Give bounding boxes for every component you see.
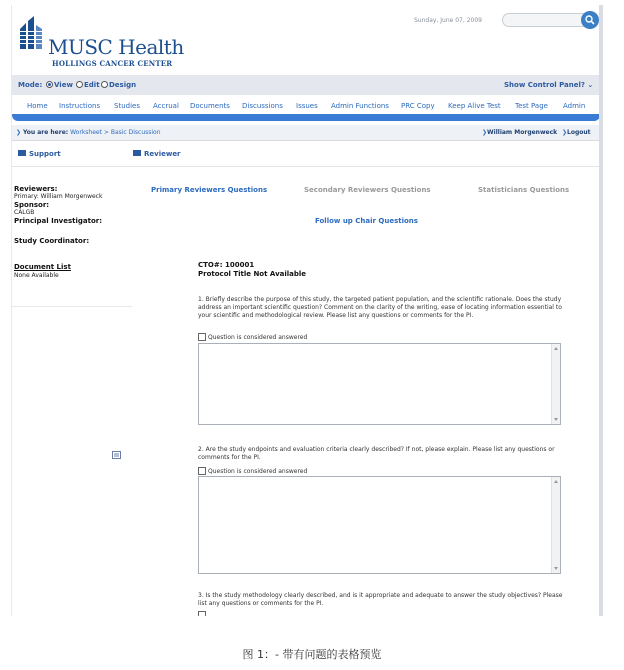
arrow-right-icon: ❯: [16, 129, 22, 136]
scroll-down-icon: [554, 567, 558, 570]
follow-up-chair-questions-link[interactable]: Follow up Chair Questions: [315, 217, 418, 225]
folder-icon: [133, 150, 141, 156]
reviewers-value: Primary: William Morgenweck: [14, 193, 103, 200]
document-list-link[interactable]: Document List: [14, 263, 71, 271]
arrow-right-icon: ❯: [562, 129, 568, 136]
mode-edit-label: Edit: [84, 81, 100, 89]
logout-link[interactable]: [562, 129, 591, 136]
figure-caption: 图 1：- 带有问题的表格预览: [242, 648, 382, 661]
radio-selected-icon: [46, 81, 53, 88]
statisticians-questions-link[interactable]: Statisticians Questions: [478, 186, 570, 194]
mode-edit-radio[interactable]: [76, 81, 100, 89]
building-logo-icon: [18, 13, 48, 51]
question-1-text: 1. Briefly describe the purpose of this study, the targeted patient population, and the scientific rationale. Does the study address an important scientific question? Comment on the clarity of the writing, ease of locating information essential to your scientific and methodological review. Please list any questions or comments for the PI.: [198, 296, 562, 319]
nav-test-page[interactable]: Test Page: [515, 102, 548, 110]
breadcrumb-prefix: You are here:: [22, 129, 69, 136]
current-user[interactable]: [482, 129, 557, 136]
nav-underline-bar: [12, 114, 600, 121]
section-tabs: [12, 145, 600, 167]
checkbox-icon: [198, 467, 206, 475]
show-control-panel-link[interactable]: [504, 81, 593, 89]
protocol-title: Protocol Title Not Available: [198, 270, 307, 278]
nav-keep-alive-test[interactable]: Keep Alive Test: [448, 102, 501, 110]
scrollbar[interactable]: [551, 344, 560, 424]
question-1-answer-textarea[interactable]: [198, 343, 561, 425]
nav-issues[interactable]: Issues: [296, 102, 318, 110]
sponsor-label: Sponsor:: [14, 201, 50, 209]
document-list-value: None Available: [14, 272, 59, 279]
nav-studies[interactable]: Studies: [114, 102, 140, 110]
edit-icon[interactable]: [112, 451, 122, 459]
logo-subtitle: HOLLINGS CANCER CENTER: [52, 59, 173, 68]
main-nav: [12, 100, 600, 114]
question-1-answered-checkbox[interactable]: [198, 333, 307, 341]
nav-documents[interactable]: Documents: [190, 102, 230, 110]
breadcrumb-path: [16, 129, 161, 136]
question-2-answer-textarea[interactable]: [198, 476, 561, 574]
current-date: Sunday, June 07, 2009: [414, 17, 482, 24]
scrollbar[interactable]: [551, 477, 560, 573]
question-3-answered-checkbox[interactable]: [198, 611, 208, 616]
breadcrumb-separator: >: [103, 129, 109, 136]
nav-instructions[interactable]: Instructions: [59, 102, 101, 110]
tab-support-label: Support: [29, 150, 61, 158]
sponsor-value: CALGB: [14, 209, 35, 216]
mode-design-radio[interactable]: [101, 81, 136, 89]
principal-investigator-label: Principal Investigator:: [14, 217, 103, 225]
tab-reviewer[interactable]: [133, 150, 181, 158]
scroll-up-icon: [554, 480, 558, 483]
app-frame: [11, 5, 603, 616]
scroll-down-icon: [554, 418, 558, 421]
question-1-answered-label: Question is considered answered: [208, 334, 308, 341]
checkbox-icon: [198, 611, 206, 616]
sidebar-divider: [12, 306, 132, 307]
search-icon: [585, 15, 595, 25]
mode-design-label: Design: [109, 81, 137, 89]
radio-icon: [76, 81, 83, 88]
mode-view-radio[interactable]: [46, 81, 73, 89]
tab-reviewer-label: Reviewer: [144, 150, 181, 158]
question-2-text: 2. Are the study endpoints and evaluation criteria clearly described? If not, please explain. Please list any questions or comments for the PI.: [198, 446, 555, 461]
question-3-text: 3. Is the study methodology clearly described, and is it appropriate and adequate to answer the study objectives? Please list any questions or comments for the PI.: [198, 592, 563, 607]
protocol-header: [198, 261, 306, 279]
mode-label: Mode:: [18, 81, 43, 89]
study-coordinator-label: Study Coordinator:: [14, 237, 90, 245]
nav-admin[interactable]: Admin: [563, 102, 586, 110]
arrow-right-icon: ❯: [482, 129, 488, 136]
mode-bar: [12, 75, 600, 95]
primary-reviewers-questions-link[interactable]: Primary Reviewers Questions: [151, 186, 268, 194]
tab-support[interactable]: [18, 150, 61, 158]
search-button[interactable]: [581, 11, 599, 29]
header: [12, 5, 600, 71]
question-2-answered-label: Question is considered answered: [208, 468, 308, 475]
cto-number: CTO#: 100001: [198, 261, 255, 269]
logo[interactable]: [18, 13, 188, 68]
nav-prc-copy[interactable]: PRC Copy: [401, 102, 435, 110]
nav-home[interactable]: Home: [27, 102, 48, 110]
radio-icon: [101, 81, 108, 88]
user-name: William Morgenweck: [487, 129, 558, 136]
breadcrumb: [12, 125, 600, 141]
mode-view-label: View: [54, 81, 73, 89]
nav-accrual[interactable]: Accrual: [153, 102, 179, 110]
study-info-sidebar: [14, 185, 134, 280]
breadcrumb-worksheet[interactable]: Worksheet: [70, 129, 102, 136]
logout-label: Logout: [567, 129, 591, 136]
breadcrumb-basic-discussion[interactable]: Basic Discussion: [110, 129, 161, 136]
folder-icon: [18, 150, 26, 156]
nav-discussions[interactable]: Discussions: [242, 102, 283, 110]
checkbox-icon: [198, 333, 206, 341]
question-2-answered-checkbox[interactable]: [198, 467, 307, 475]
nav-admin-functions[interactable]: Admin Functions: [331, 102, 389, 110]
secondary-reviewers-questions-link[interactable]: Secondary Reviewers Questions: [304, 186, 431, 194]
control-panel-label: Show Control Panel?: [504, 81, 585, 89]
logo-title: MUSC Health: [48, 35, 184, 59]
chevron-down-icon: ⌄: [587, 81, 594, 89]
reviewers-label: Reviewers:: [14, 185, 58, 193]
scroll-up-icon: [554, 347, 558, 350]
